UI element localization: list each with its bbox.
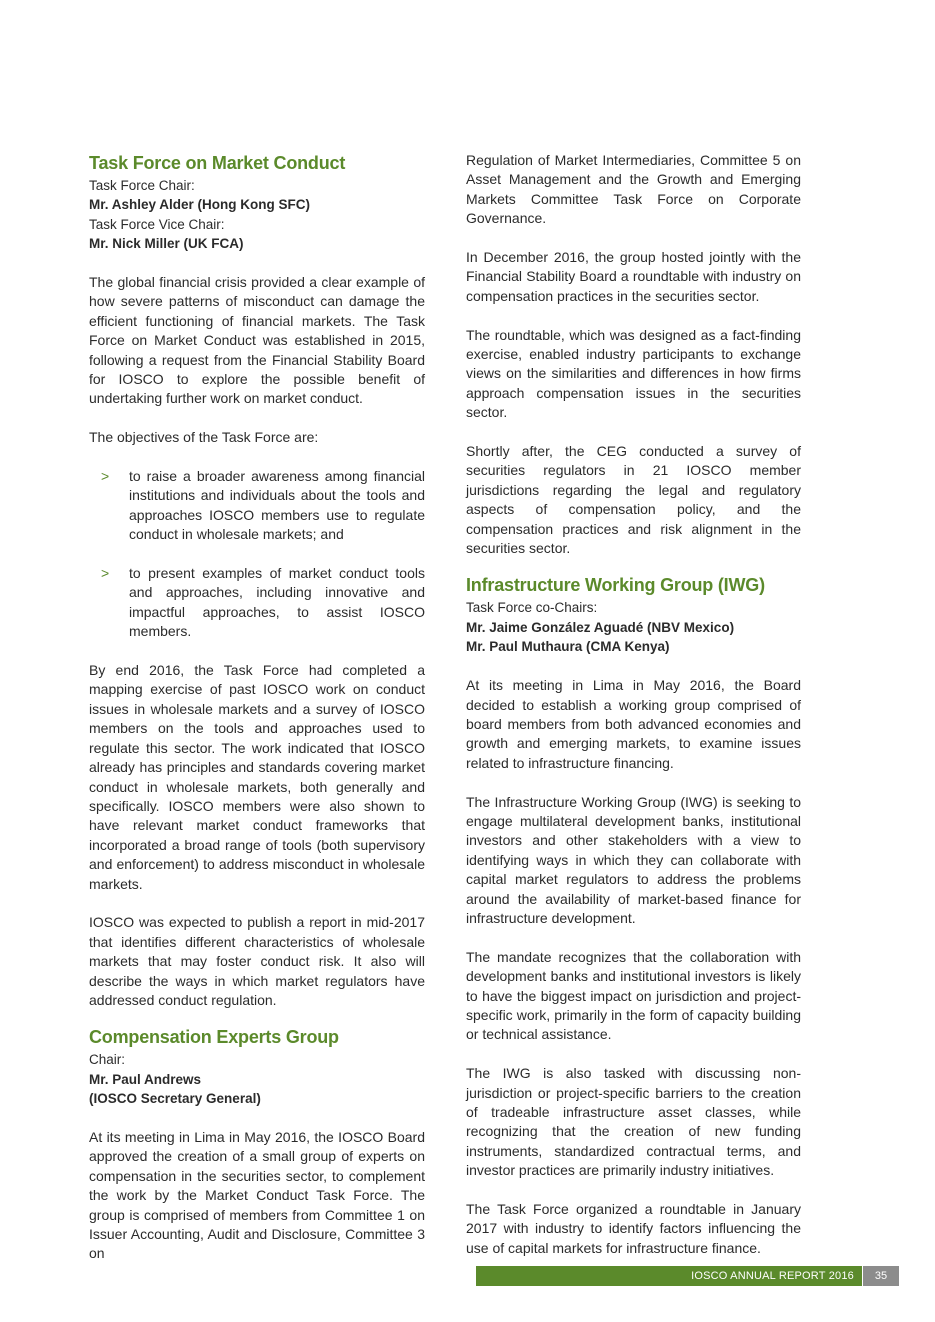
- co-chairs-label: Task Force co-Chairs:: [466, 600, 598, 616]
- list-item-text: to raise a broader awareness among financial institutions and individuals about the tools and approaches IOSCO members use to regulate conduct in wholesale markets; and: [129, 468, 425, 543]
- chair-organization: (IOSCO Secretary General): [89, 1091, 261, 1107]
- objectives-list: [89, 467, 425, 642]
- paragraph: The mandate recognizes that the collaboration with development banks and institutional investors is likely to have the biggest impact on jurisdiction and project-specific work, primarily in the form of capacity building or technical assistance.: [466, 948, 801, 1043]
- paragraph: By end 2016, the Task Force had completed a mapping exercise of past IOSCO work on conduct issues in wholesale markets and a survey of IOSCO members on the tools and approaches used to regulate this sector. The work indicated that IOSCO already has principles and standards covering market conduct in wholesale markets, both generally and specifically. IOSCO members were also shown to have relevant market conduct frameworks that incorporated a broad range of tools (both supervisory and enforcement) to address misconduct in wholesale markets.: [89, 662, 425, 892]
- paragraph: IOSCO was expected to publish a report in mid-2017 that identifies different characteristics of wholesale markets that may foster conduct risk. It also will describe the ways in which market regulators have addressed conduct regulation.: [89, 914, 425, 1008]
- compensation-experts-group-heading: Compensation Experts Group: [89, 1027, 339, 1048]
- vice-chair-label: Task Force Vice Chair:: [89, 216, 225, 232]
- paragraph: At its meeting in Lima in May 2016, the IOSCO Board approved the creation of a small group of experts on compensation in the securities sector, to complement the work by the Market Conduct Task Force. The group is comprised of members from Committee 1 on Issuer Accounting, Audit and Disclosure, Committee 3 on: [89, 1128, 425, 1262]
- chair-name: Mr. Ashley Alder (Hong Kong SFC): [89, 197, 311, 213]
- co-chair-name: Mr. Jaime González Aguadé (NBV Mexico): [466, 619, 735, 635]
- chair-name: Mr. Paul Andrews: [89, 1071, 202, 1087]
- vice-chair-name: Mr. Nick Miller (UK FCA): [89, 236, 244, 252]
- co-chair-name: Mr. Paul Muthaura (CMA Kenya): [466, 639, 670, 655]
- page-number: 35: [863, 1266, 899, 1286]
- infrastructure-working-group-heading: Infrastructure Working Group (IWG): [466, 575, 765, 596]
- paragraph: The objectives of the Task Force are:: [89, 429, 319, 446]
- paragraph: At its meeting in Lima in May 2016, the Board decided to establish a working group comprised of board members from both advanced economies and growth and emerging markets, to examine issues related to infrastructure financing.: [466, 677, 801, 771]
- paragraph: Shortly after, the CEG conducted a survey of securities regulators in 21 IOSCO member jurisdictions regarding the legal and regulatory aspects of compensation policy, and the compensation practices and risk alignment in the securities sector.: [466, 443, 801, 557]
- paragraph: The IWG is also tasked with discussing non-jurisdiction or project-specific barriers to the creation of tradeable infrastructure asset classes, while recognizing that the creation of new funding instruments, standardized contractual terms, and investor practices are primarily industry initiatives.: [466, 1065, 801, 1179]
- bullet-marker: >: [101, 565, 110, 582]
- list-item: [89, 564, 425, 642]
- footer-bar: [476, 1266, 862, 1286]
- paragraph: In December 2016, the group hosted jointly with the Financial Stability Board a roundtable with industry on compensation practices in the securities sector.: [466, 249, 801, 304]
- chair-label: Task Force Chair:: [89, 178, 195, 193]
- paragraph: The global financial crisis provided a clear example of how severe patterns of misconduct can damage the efficient functioning of financial markets. The Task Force on Market Conduct was established in 2015, following a request from the Financial Stability Board for IOSCO to explore the possible benefit of undertaking further work on market conduct.: [89, 274, 425, 407]
- task-force-market-conduct-heading: Task Force on Market Conduct: [89, 153, 346, 173]
- left-column: [89, 150, 425, 1264]
- report-title: IOSCO ANNUAL REPORT 2016: [691, 1270, 854, 1282]
- right-column: [466, 151, 801, 1258]
- paragraph: The Task Force organized a roundtable in January 2017 with industry to identify factors influencing the use of capital markets for infrastructure finance.: [466, 1201, 801, 1256]
- paragraph: The Infrastructure Working Group (IWG) is seeking to engage multilateral development banks, institutional investors and other stakeholders with a view to identifying ways in which they can collaborate with capital market regulators to address the problems around the availability of market-based finance for infrastructure development.: [466, 793, 801, 926]
- chair-label: Chair:: [89, 1052, 126, 1068]
- list-item-text: to present examples of market conduct tools and approaches, including innovative and impactful approaches, to assist IOSCO members.: [129, 565, 425, 640]
- paragraph: Regulation of Market Intermediaries, Committee 5 on Asset Management and the Growth and Emerging Markets Committee Task Force on Corporate Governance.: [466, 152, 801, 227]
- bullet-marker: >: [101, 468, 110, 485]
- list-item: [89, 467, 425, 545]
- paragraph: The roundtable, which was designed as a fact-finding exercise, enabled industry participants to exchange views on the similarities and differences in how firms approach compensation issues in the securities sector.: [466, 326, 801, 421]
